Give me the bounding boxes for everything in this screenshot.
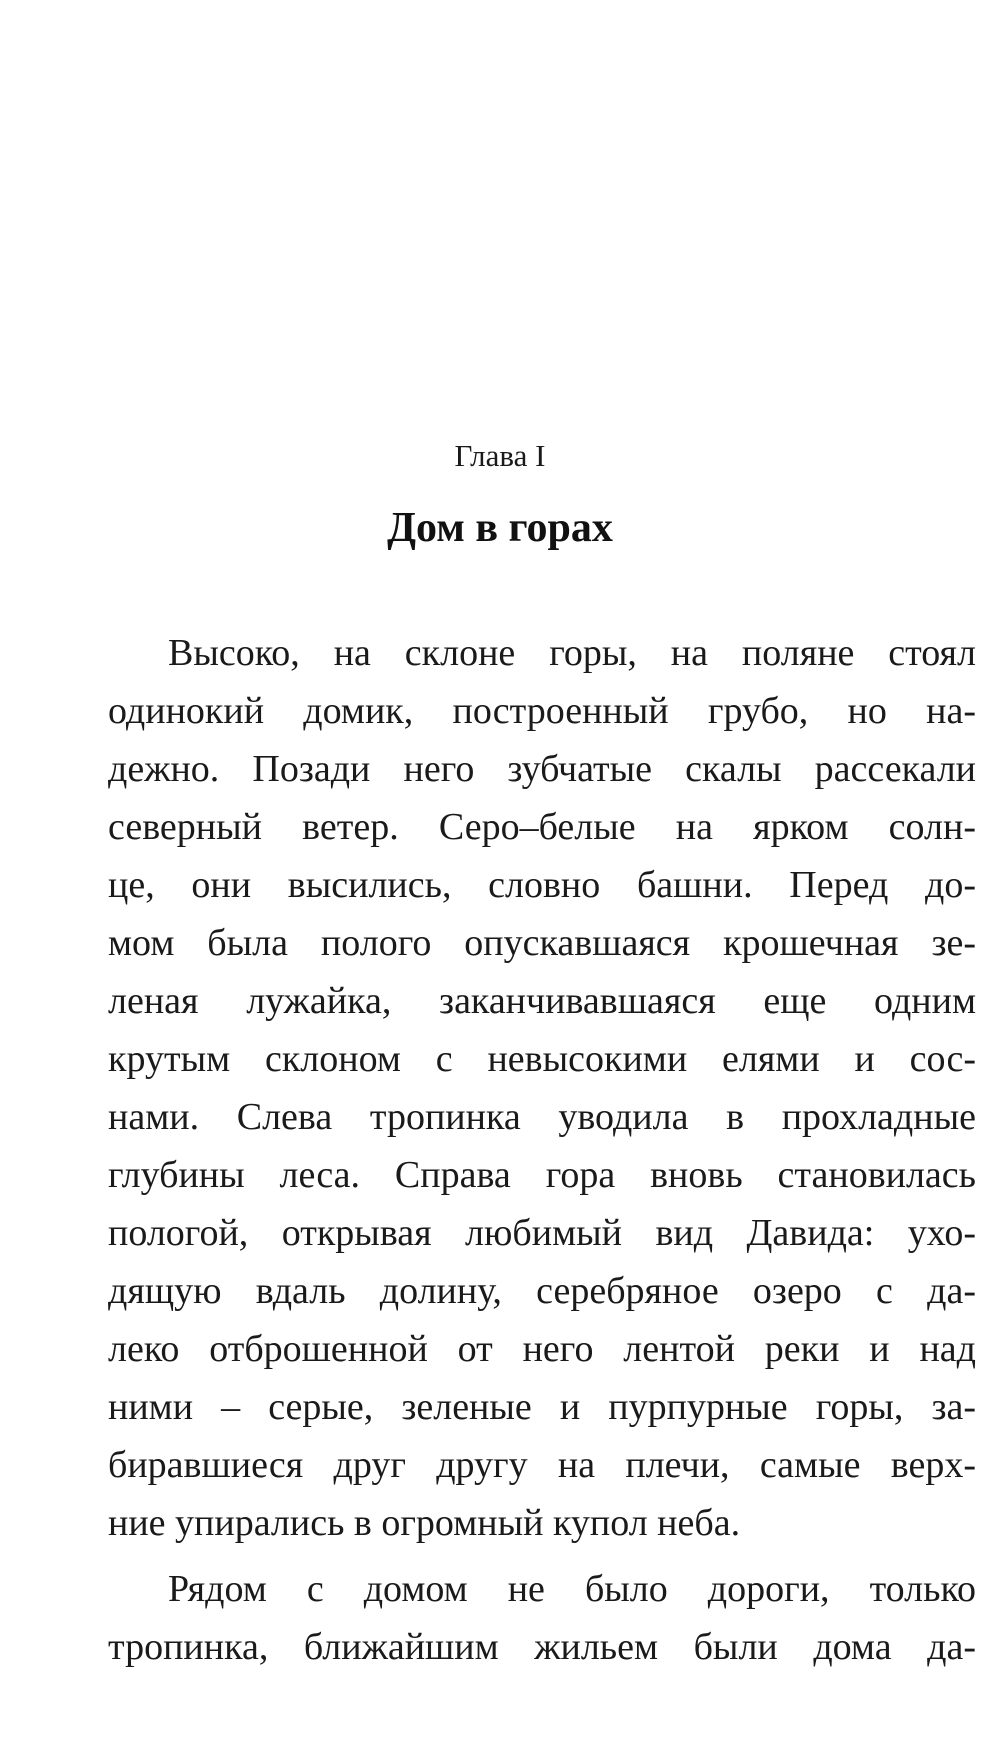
- text-line: нами. Слева тропинка уводила в прохладные: [108, 1096, 976, 1138]
- text-line: северный ветер. Серо–белые на ярком солн-: [108, 806, 976, 848]
- chapter-number: Глава I: [454, 438, 546, 473]
- text-line: Рядом с домом не было дороги, только: [168, 1568, 976, 1610]
- paragraph-2: [108, 1560, 976, 1676]
- text-line: тропинка, ближайшим жильем были дома да-: [108, 1626, 976, 1668]
- text-line: леная лужайка, заканчивавшаяся еще одним: [108, 980, 976, 1022]
- text-line: мом была полого опускавшаяся крошечная зе-: [108, 922, 976, 964]
- text-line: це, они высились, словно башни. Перед до-: [108, 864, 976, 906]
- text-line: дежно. Позади него зубчатые скалы рассекали: [108, 748, 976, 790]
- chapter-title: Дом в горах: [387, 505, 613, 551]
- text-line: биравшиеся друг другу на плечи, самые верх-: [108, 1444, 976, 1486]
- text-line: Высоко, на склоне горы, на поляне стоял: [168, 632, 976, 674]
- text-line: одинокий домик, построенный грубо, но на-: [108, 690, 976, 732]
- text-line: дящую вдаль долину, серебряное озеро с да-: [108, 1270, 976, 1312]
- text-line: ними – серые, зеленые и пурпурные горы, за-: [108, 1386, 976, 1428]
- paragraph-1: [108, 624, 976, 1552]
- text-line: ние упирались в огромный купол неба.: [108, 1502, 741, 1544]
- chapter-body: [108, 624, 976, 1676]
- text-line: глубины леса. Справа гора вновь становилась: [108, 1154, 976, 1196]
- paragraph-gap: [108, 1552, 976, 1560]
- text-line: крутым склоном с невысокими елями и сос-: [108, 1038, 976, 1080]
- text-line: леко отброшенной от него лентой реки и над: [108, 1328, 976, 1370]
- text-line: пологой, открывая любимый вид Давида: ухо-: [108, 1212, 976, 1254]
